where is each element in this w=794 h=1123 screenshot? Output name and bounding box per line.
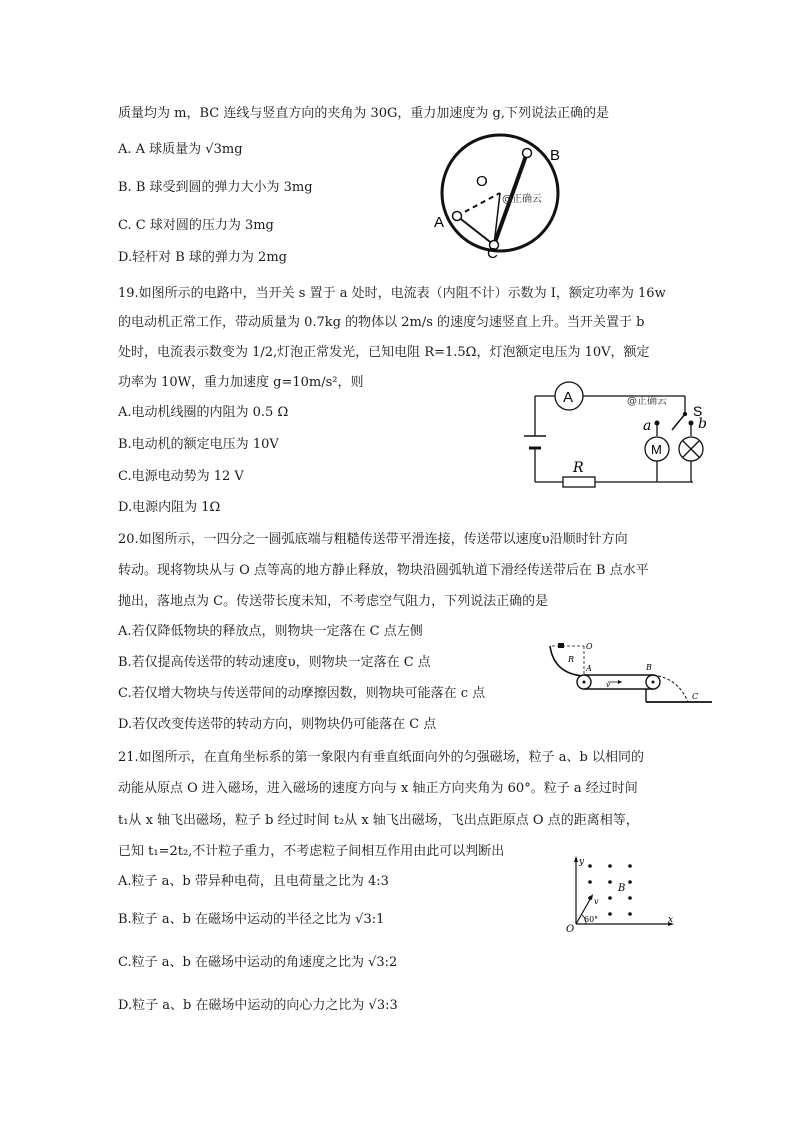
q18-label-b: B [550, 147, 561, 164]
q21-label-v: v [594, 897, 599, 906]
q20-stem-2: 转动。现将物块从与 O 点等高的地方静止释放，物块沿圆弧轨道下滑经传送带后在 B 点水平 [118, 563, 649, 578]
q20-option-d: D.若仅改变传送带的转动方向，则物块仍可能落在 C 点 [118, 717, 437, 732]
q20-option-c: C.若仅增大物块与传送带间的动摩擦因数，则物块可能落在 c 点 [118, 686, 486, 701]
q19-resistor [563, 477, 595, 487]
q21-label-angle: 60° [584, 915, 599, 924]
q20-label-a: A [586, 664, 592, 673]
q19-resistor-label: R [573, 460, 584, 476]
q20-conveyor-figure [546, 638, 716, 714]
q18-ball-b [523, 149, 532, 158]
q19-option-d: D.电源内阻为 1Ω [118, 500, 221, 515]
q21-label-x: x [668, 915, 674, 925]
q18-option-a: A. A 球质量为 √3mg [118, 142, 243, 157]
q19-switch-blade [672, 414, 685, 430]
q20-label-b: B [646, 663, 652, 672]
q19-contact-a [655, 421, 660, 426]
q20-label-o: O [586, 642, 593, 651]
q18-ball-a [453, 212, 462, 221]
q20-label-v: v [606, 681, 610, 689]
q21-label-y: y [579, 857, 585, 867]
q20-stem-1: 20.如图所示，一四分之一圆弧底端与粗糙传送带平滑连接，传送带以速度υ沿顺时针方向 [118, 532, 628, 547]
q19-stem-4: 功率为 10W，重力加速度 g=10m/s²，则 [118, 375, 364, 390]
q19-option-a: A.电动机线圈的内阻为 0.5 Ω [118, 405, 289, 420]
q18-label-a: A [434, 214, 445, 231]
q18-line-ac [457, 216, 494, 245]
q20-option-b: B.若仅提高传送带的转动速度υ，则物块一定落在 C 点 [118, 655, 431, 670]
q21-field-figure [562, 852, 682, 934]
q21-option-a: A.粒子 a、b 带异种电荷，且电荷量之比为 4:3 [118, 874, 389, 889]
q20-block [558, 643, 564, 648]
q19-option-c: C.电源电动势为 12 V [118, 469, 244, 484]
q19-motor-label: M [651, 442, 662, 457]
q19-watermark: @正确云 [627, 396, 667, 407]
q18-option-d: D.轻杆对 B 球的弹力为 2mg [118, 250, 287, 265]
q21-stem-1: 21.如图所示，在直角坐标系的第一象限内有垂直纸面向外的匀强磁场，粒子 a、b 以相同的 [118, 750, 645, 765]
q19-ammeter-label: A [563, 389, 574, 406]
q18-dashed-oa [457, 193, 500, 216]
q19-stem-3: 处时，电流表示数变为 1/2,灯泡正常发光，已知电阻 R=1.5Ω，灯泡额定电压为 10V，额定 [118, 345, 650, 360]
q18-label-c: C [487, 245, 498, 258]
q20-stem-3: 抛出，落地点为 C。传送带长度未知，不考虑空气阻力，下列说法正确的是 [118, 594, 549, 609]
q20-label-r: R [568, 655, 575, 664]
intro-text: 质量均为 m，BC 连线与竖直方向的夹角为 30G，重力加速度为 g,下列说法正确的是 [118, 106, 609, 121]
q19-option-b: B.电动机的额定电压为 10V [118, 437, 279, 452]
q21-stem-2: 动能从原点 O 进入磁场，进入磁场的速度方向与 x 轴正方向夹角为 60°。粒子 a 经过时间 [118, 781, 638, 796]
q20-arc [550, 646, 584, 676]
q21-option-d: D.粒子 a、b 在磁场中运动的向心力之比为 √3:3 [118, 998, 398, 1013]
q20-label-c: C [692, 692, 699, 701]
q18-option-c: C. C 球对圆的压力为 3mg [118, 218, 274, 233]
q18-label-o: O [476, 173, 488, 190]
q21-option-b: B.粒子 a、b 在磁场中运动的半径之比为 √3:1 [118, 912, 385, 927]
q21-stem-3: t₁从 x 轴飞出磁场，粒子 b 经过时间 t₂从 x 轴飞出磁场，飞出点距原点 O 点的距离相等， [118, 813, 639, 828]
q19-switch-label: S [693, 403, 703, 419]
q19-label-a: a [643, 418, 652, 434]
q21-label-b: B [618, 883, 626, 894]
q19-label-b: b [698, 416, 707, 432]
q21-stem-4: 已知 t₁=2t₂,不计粒子重力，不考虑粒子间相互作用由此可以判断出 [118, 844, 505, 859]
q19-circuit-figure [515, 378, 715, 494]
q19-contact-b [689, 421, 694, 426]
q20-option-a: A.若仅降低物块的释放点，则物块一定落在 C 点左侧 [118, 624, 423, 639]
q18-circle-figure [430, 128, 570, 258]
q18-watermark: @正确云 [502, 194, 542, 205]
q21-option-c: C.粒子 a、b 在磁场中运动的角速度之比为 √3:2 [118, 955, 398, 970]
q18-option-b: B. B 球受到圆的弹力大小为 3mg [118, 180, 313, 195]
q19-stem-1: 19.如图所示的电路中，当开关 s 置于 a 处时，电流表（内阻不计）示数为 I，额定功率为 16w [118, 286, 666, 301]
q19-stem-2: 的电动机正常工作，带动质量为 0.7kg 的物体以 2m/s 的速度匀速竖直上升。当开关置于 b [118, 315, 645, 330]
q21-label-o: O [566, 924, 575, 934]
